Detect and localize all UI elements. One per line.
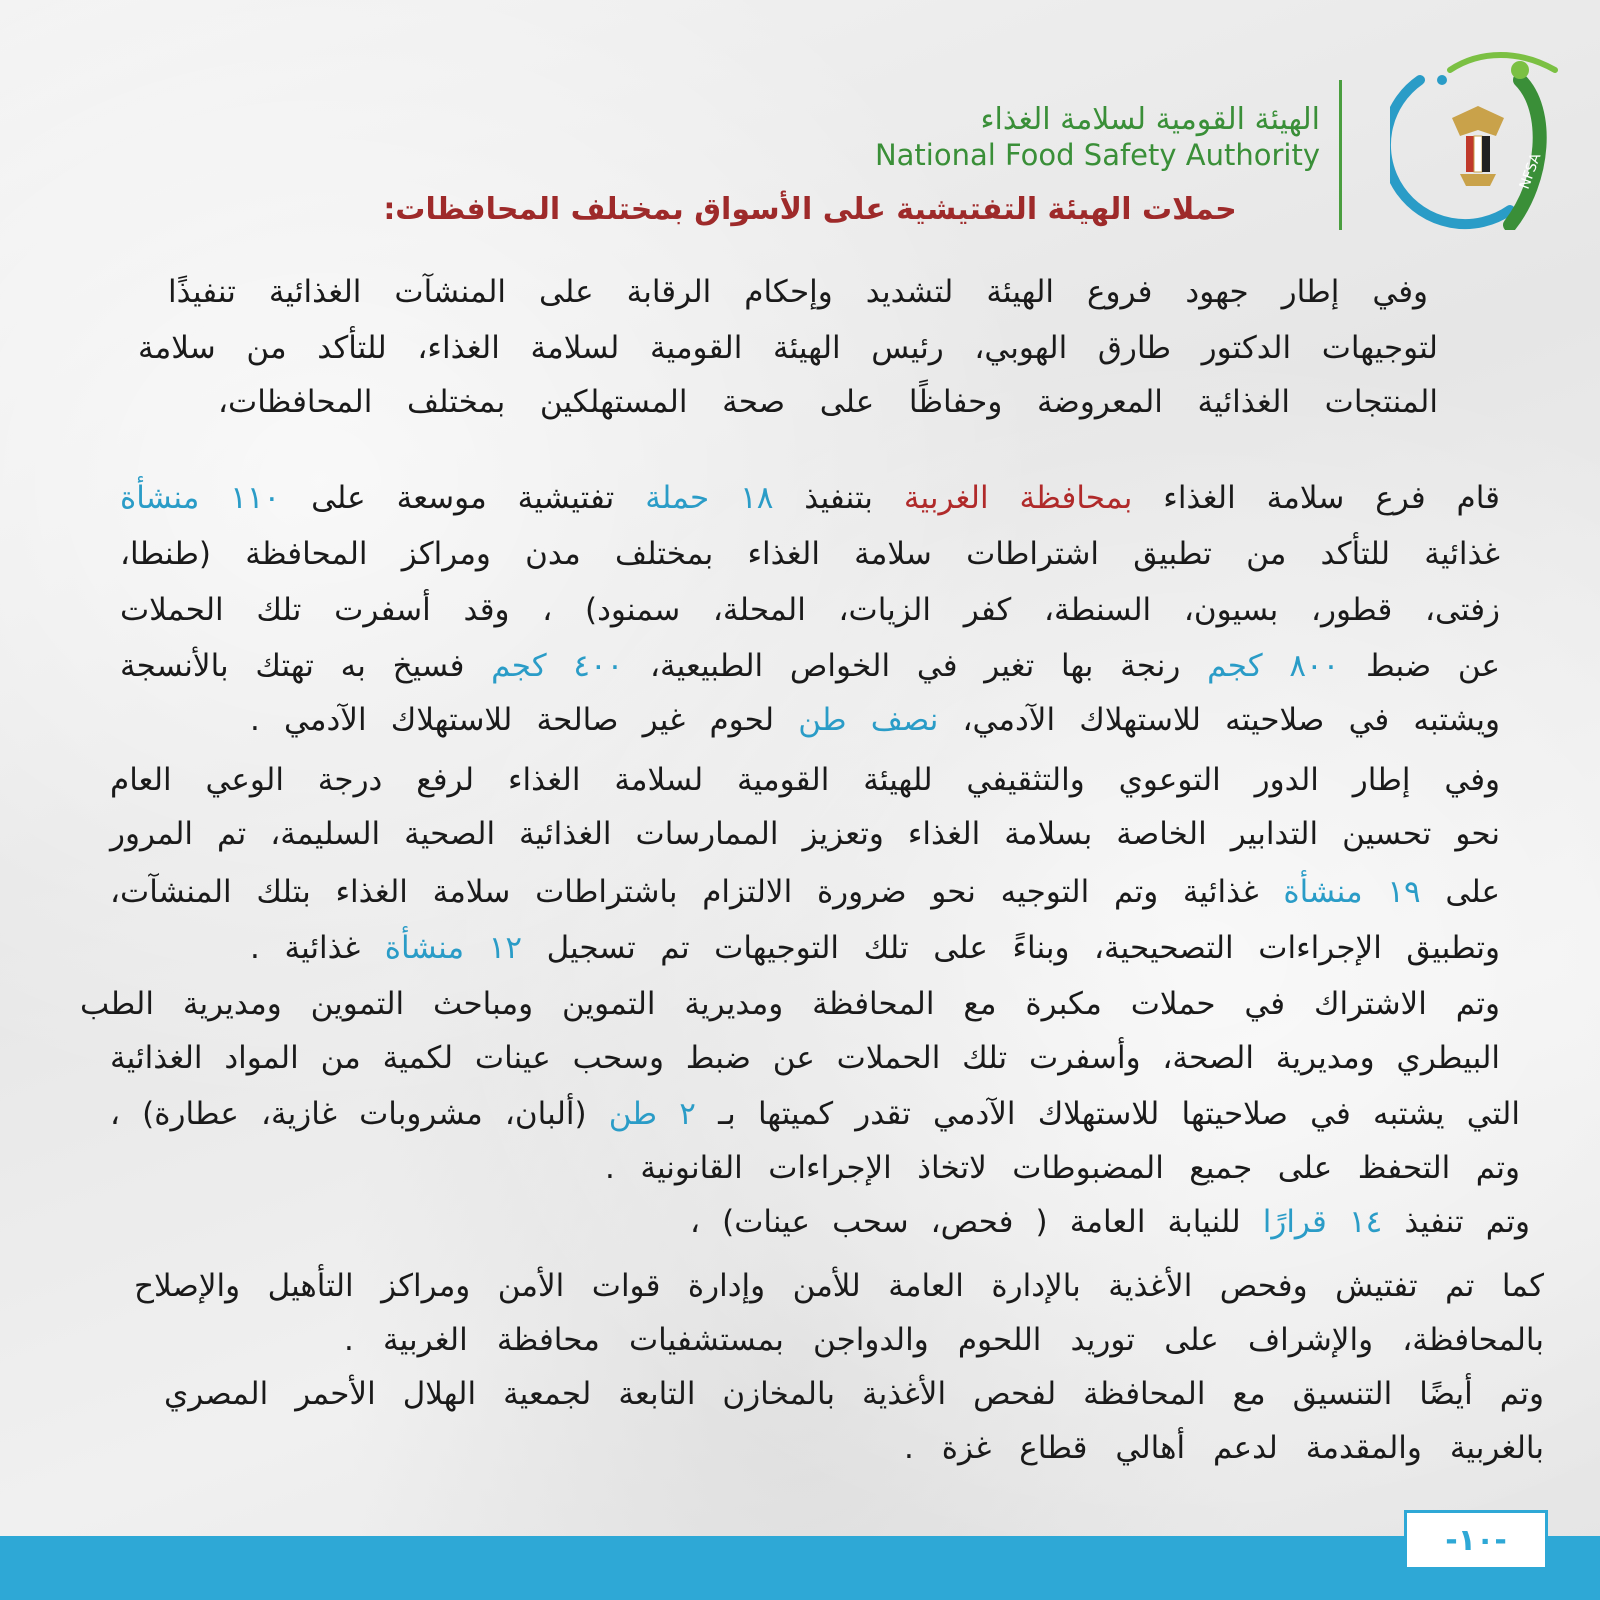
p3-line-2: البيطري ومديرية الصحة، وأسفرت تلك الحملات عن ضبط وسحب عينات لكمية من المواد الغذائية xyxy=(110,1040,1500,1076)
org-name-english: National Food Safety Authority xyxy=(874,138,1320,172)
p2-line-2: نحو تحسين التدابير الخاصة بسلامة الغذاء وتعزيز الممارسات الغذائية الصحية السليمة، تم المرور xyxy=(110,816,1500,852)
p4-line-2: بالمحافظة، والإشراف على توريد اللحوم والدواجن بمستشفيات محافظة الغربية . xyxy=(344,1322,1544,1358)
highlight-2-ton: ٢ طن xyxy=(608,1096,696,1132)
p3-line-1: وتم الاشتراك في حملات مكبرة مع المحافظة ومديرية التموين ومباحث التموين ومديرية الطب xyxy=(80,986,1500,1022)
p1-line-3: زفتى، قطور، بسيون، السنطة، كفر الزيات، المحلة، سمنود) ، وقد أسفرت تلك الحملات xyxy=(120,592,1500,628)
intro-line-3: المنتجات الغذائية المعروضة وحفاظًا على صحة المستهلكين بمختلف المحافظات، xyxy=(218,384,1438,420)
highlight-400kg: ٤٠٠ كجم xyxy=(491,648,624,684)
p2-line-3: على ١٩ منشأة غذائية وتم التوجيه نحو ضرورة الالتزام باشتراطات سلامة الغذاء بتلك المنشآت، xyxy=(110,874,1500,910)
p1-line-1: قام فرع سلامة الغذاء بمحافظة الغربية بتنفيذ ١٨ حملة تفتيشية موسعة على ١١٠ منشأة xyxy=(120,480,1501,516)
org-name-arabic: الهيئة القومية لسلامة الغذاء xyxy=(980,102,1320,137)
p1-line-5: ويشتبه في صلاحيته للاستهلاك الآدمي، نصف طن لحوم غير صالحة للاستهلاك الآدمي . xyxy=(250,702,1500,738)
p3-line-3: التي يشتبه في صلاحيتها للاستهلاك الآدمي تقدر كميتها بـ ٢ طن (ألبان، مشروبات غازية، عطارة) ، xyxy=(110,1096,1520,1132)
svg-text:NFSA: NFSA xyxy=(1516,151,1545,192)
highlight-half-ton: نصف طن xyxy=(798,702,939,738)
footer-bar xyxy=(0,1536,1600,1600)
page-number: -١٠- xyxy=(1404,1510,1548,1570)
p2-line-4: وتطبيق الإجراءات التصحيحية، وبناءً على تلك التوجيهات تم تسجيل ١٢ منشأة غذائية . xyxy=(250,930,1501,966)
p2-line-1: وفي إطار الدور التوعوي والتثقيفي للهيئة القومية لسلامة الغذاء لرفع درجة الوعي العام xyxy=(110,762,1500,798)
highlight-governorate: بمحافظة الغربية xyxy=(903,480,1133,516)
p4-line-1: كما تم تفتيش وفحص الأغذية بالإدارة العامة للأمن وإدارة قوات الأمن ومراكز التأهيل والإصلاح xyxy=(134,1268,1544,1304)
p1-line-4: عن ضبط ٨٠٠ كجم رنجة بها تغير في الخواص الطبيعية، ٤٠٠ كجم فسيخ به تهتك بالأنسجة xyxy=(120,648,1500,684)
intro-line-2: لتوجيهات الدكتور طارق الهوبي، رئيس الهيئة القومية لسلامة الغذاء، للتأكد من سلامة xyxy=(138,330,1438,366)
p3-line-4: وتم التحفظ على جميع المضبوطات لاتخاذ الإجراءات القانونية . xyxy=(605,1150,1520,1186)
p3-line-5: وتم تنفيذ ١٤ قرارًا للنيابة العامة ( فحص، سحب عينات) ، xyxy=(690,1204,1530,1240)
highlight-12-establishments: ١٢ منشأة xyxy=(384,930,522,966)
highlight-800kg: ٨٠٠ كجم xyxy=(1207,648,1340,684)
highlight-14-decisions: ١٤ قرارًا xyxy=(1262,1204,1383,1240)
p4-line-3: وتم أيضًا التنسيق مع المحافظة لفحص الأغذية بالمخازن التابعة لجمعية الهلال الأحمر المصري xyxy=(164,1376,1544,1412)
highlight-establishments: ١١٠ منشأة xyxy=(120,480,281,516)
intro-line-1: وفي إطار جهود فروع الهيئة لتشديد وإحكام الرقابة على المنشآت الغذائية تنفيذًا xyxy=(168,274,1428,310)
highlight-19-establishments: ١٩ منشأة xyxy=(1283,874,1421,910)
p4-line-4: بالغربية والمقدمة لدعم أهالي قطاع غزة . xyxy=(904,1430,1544,1466)
highlight-campaigns: ١٨ حملة xyxy=(645,480,774,516)
section-title: حملات الهيئة التفتيشية على الأسواق بمختلف المحافظات: xyxy=(383,192,1237,227)
p1-line-2: غذائية للتأكد من تطبيق اشتراطات سلامة الغذاء بمختلف مدن ومراكز المحافظة (طنطا، xyxy=(120,536,1500,572)
